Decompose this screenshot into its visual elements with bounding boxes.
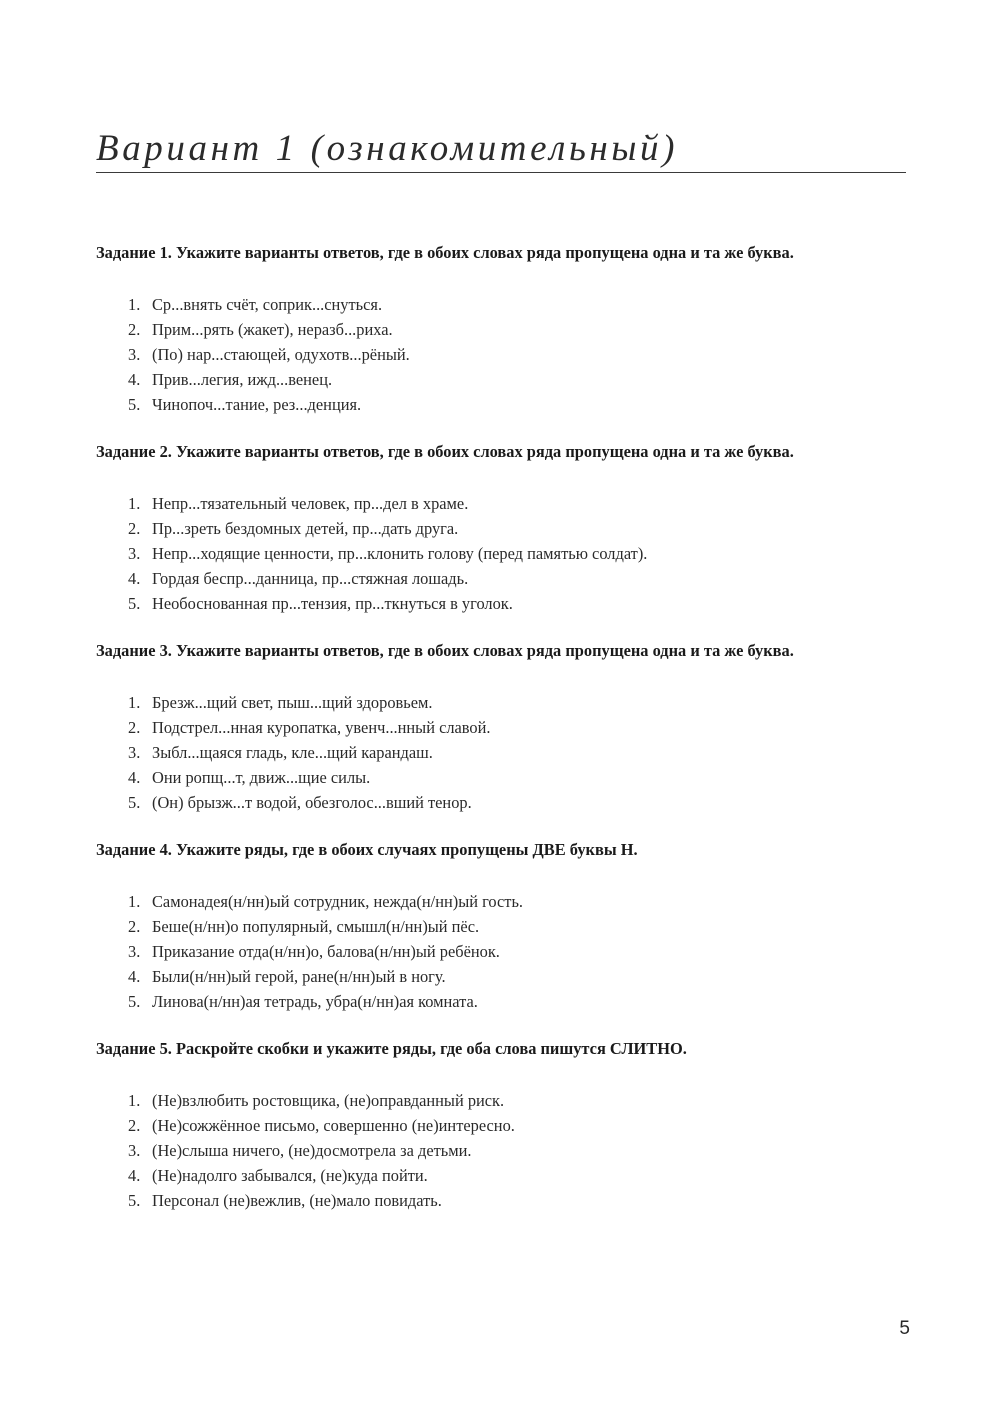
option-text: Прим...рять (жакет), неразб...риха.: [152, 320, 393, 339]
option-list: [96, 690, 916, 815]
option-text: (По) нар...стающей, одухотв...рёный.: [152, 345, 410, 364]
option-text: Подстрел...нная куропатка, увенч...нный славой.: [152, 718, 491, 737]
option-number: 1.: [128, 295, 141, 314]
option-number: 3.: [128, 942, 141, 961]
option-item: [96, 1113, 916, 1138]
task-1: [96, 242, 916, 417]
option-text: Были(н/нн)ый герой, ране(н/нн)ый в ногу.: [152, 967, 446, 986]
task-2: [96, 441, 916, 616]
option-text: Непр...ходящие ценности, пр...клонить голову (перед памятью солдат).: [152, 544, 648, 563]
option-number: 4.: [128, 768, 141, 787]
option-item: [96, 317, 916, 342]
option-item: [96, 392, 916, 417]
page-number: 5: [899, 1318, 910, 1339]
page-title: Вариант 1 (ознакомительный): [96, 128, 679, 169]
option-number: 5.: [128, 793, 141, 812]
option-item: [96, 367, 916, 392]
option-list: [96, 292, 916, 417]
option-number: 3.: [128, 345, 141, 364]
option-text: Необоснованная пр...тензия, пр...ткнуться в уголок.: [152, 594, 513, 613]
option-text: Беше(н/нн)о популярный, смышл(н/нн)ый пёс.: [152, 917, 480, 936]
option-number: 1.: [128, 1091, 141, 1110]
task-title: Задание 4. Укажите ряды, где в обоих случаях пропущены ДВЕ буквы Н.: [96, 840, 638, 859]
option-item: [96, 964, 916, 989]
option-item: [96, 690, 916, 715]
task-title: Задание 3. Укажите варианты ответов, где в обоих словах ряда пропущена одна и та же буква.: [96, 641, 794, 660]
option-number: 5.: [128, 395, 141, 414]
option-number: 2.: [128, 519, 141, 538]
option-text: (Он) брызж...т водой, обезголос...вший тенор.: [152, 793, 472, 812]
option-item: [96, 1138, 916, 1163]
task-4: [96, 839, 916, 1014]
option-text: Персонал (не)вежлив, (не)мало повидать.: [152, 1191, 442, 1210]
option-item: [96, 516, 916, 541]
option-text: Прив...легия, ижд...венец.: [152, 370, 333, 389]
task-title: Задание 1. Укажите варианты ответов, где в обоих словах ряда пропущена одна и та же буква.: [96, 243, 794, 262]
option-text: Зыбл...щаяся гладь, кле...щий карандаш.: [152, 743, 433, 762]
option-text: Они ропщ...т, движ...щие силы.: [152, 768, 371, 787]
option-text: Брезж...щий свет, пыш...щий здоровьем.: [152, 693, 433, 712]
option-list: [96, 1088, 916, 1213]
option-item: [96, 790, 916, 815]
option-number: 4.: [128, 569, 141, 588]
option-list: [96, 491, 916, 616]
option-number: 4.: [128, 1166, 141, 1185]
option-item: [96, 591, 916, 616]
task-5: [96, 1038, 916, 1213]
option-item: [96, 740, 916, 765]
option-item: [96, 491, 916, 516]
option-number: 2.: [128, 718, 141, 737]
option-number: 5.: [128, 992, 141, 1011]
option-number: 5.: [128, 594, 141, 613]
option-number: 5.: [128, 1191, 141, 1210]
option-item: [96, 914, 916, 939]
option-item: [96, 292, 916, 317]
option-item: [96, 1188, 916, 1213]
option-number: 1.: [128, 494, 141, 513]
option-item: [96, 939, 916, 964]
option-number: 2.: [128, 320, 141, 339]
option-text: Приказание отда(н/нн)о, балова(н/нн)ый ребёнок.: [152, 942, 500, 961]
option-list: [96, 889, 916, 1014]
option-item: [96, 989, 916, 1014]
task-title: Задание 2. Укажите варианты ответов, где в обоих словах ряда пропущена одна и та же буква.: [96, 442, 794, 461]
option-number: 3.: [128, 743, 141, 762]
option-text: Непр...тязательный человек, пр...дел в храме.: [152, 494, 469, 513]
option-text: (Не)сожжённое письмо, совершенно (не)интересно.: [152, 1116, 515, 1135]
option-item: [96, 765, 916, 790]
option-text: Чинопоч...тание, рез...денция.: [152, 395, 362, 414]
option-item: [96, 1088, 916, 1113]
option-item: [96, 566, 916, 591]
option-text: (Не)слыша ничего, (не)досмотрела за детьми.: [152, 1141, 472, 1160]
option-number: 1.: [128, 892, 141, 911]
option-text: Линова(н/нн)ая тетрадь, убра(н/нн)ая комната.: [152, 992, 478, 1011]
task-title: Задание 5. Раскройте скобки и укажите ряды, где оба слова пишутся СЛИТНО.: [96, 1039, 687, 1058]
option-item: [96, 889, 916, 914]
option-number: 4.: [128, 370, 141, 389]
option-item: [96, 342, 916, 367]
option-number: 3.: [128, 544, 141, 563]
option-number: 1.: [128, 693, 141, 712]
option-number: 3.: [128, 1141, 141, 1160]
option-item: [96, 1163, 916, 1188]
option-text: Пр...зреть бездомных детей, пр...дать друга.: [152, 519, 459, 538]
option-item: [96, 715, 916, 740]
option-text: Ср...внять счёт, соприк...снуться.: [152, 295, 383, 314]
option-number: 2.: [128, 1116, 141, 1135]
option-item: [96, 541, 916, 566]
option-number: 2.: [128, 917, 141, 936]
page-heading: [96, 126, 906, 173]
option-text: Гордая беспр...данница, пр...стяжная лошадь.: [152, 569, 469, 588]
option-text: (Не)взлюбить ростовщика, (не)оправданный риск.: [152, 1091, 505, 1110]
option-number: 4.: [128, 967, 141, 986]
option-text: (Не)надолго забывался, (не)куда пойти.: [152, 1166, 428, 1185]
option-text: Самонадея(н/нн)ый сотрудник, нежда(н/нн)ый гость.: [152, 892, 524, 911]
task-3: [96, 640, 916, 815]
